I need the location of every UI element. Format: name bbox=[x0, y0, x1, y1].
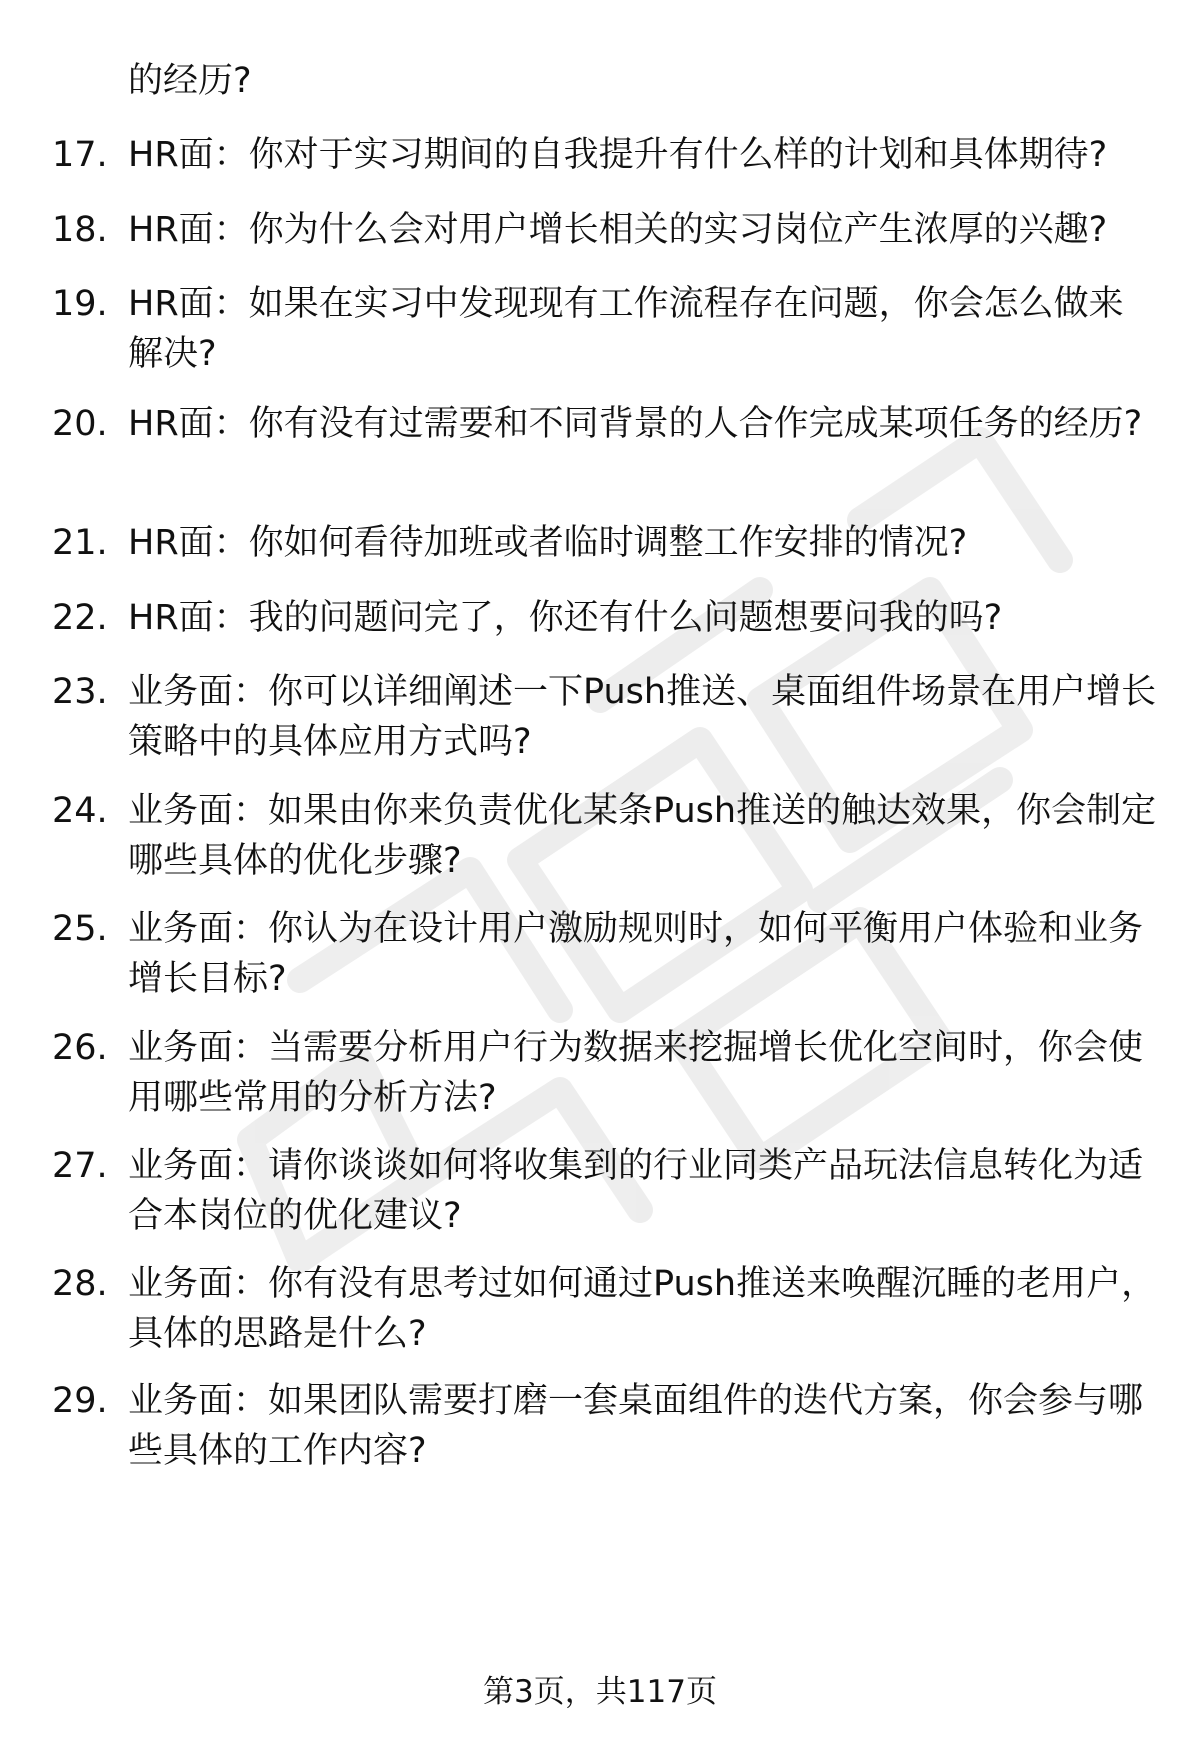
item-number: 27. bbox=[52, 1146, 108, 1186]
item-number: 25. bbox=[52, 909, 108, 949]
item-number: 18. bbox=[52, 210, 108, 250]
item-text: 业务面：当需要分析用户行为数据来挖掘增长优化空间时，你会使用哪些常用的分析方法? bbox=[128, 1028, 1144, 1118]
item-number: 21. bbox=[52, 523, 108, 563]
item-text: HR面：如果在实习中发现现有工作流程存在问题，你会怎么做来解决? bbox=[128, 284, 1124, 374]
item-text: 业务面：你有没有思考过如何通过Push推送来唤醒沉睡的老用户，具体的思路是什么? bbox=[128, 1264, 1157, 1354]
item-text: 业务面：你认为在设计用户激励规则时，如何平衡用户体验和业务增长目标? bbox=[128, 909, 1144, 999]
item-text: 业务面：你可以详细阐述一下Push推送、桌面组件场景在用户增长策略中的具体应用方式吗? bbox=[128, 672, 1157, 762]
continuation-text: 的经历? bbox=[128, 61, 252, 101]
item-text: HR面：你为什么会对用户增长相关的实习岗位产生浓厚的兴趣? bbox=[128, 210, 1108, 250]
item-number: 24. bbox=[52, 791, 108, 831]
item-text: HR面：你如何看待加班或者临时调整工作安排的情况? bbox=[128, 523, 968, 563]
item-text: 业务面：请你谈谈如何将收集到的行业同类产品玩法信息转化为适合本岗位的优化建议? bbox=[128, 1146, 1144, 1236]
item-number: 17. bbox=[52, 135, 108, 175]
item-number: 19. bbox=[52, 284, 108, 324]
item-text: 业务面：如果团队需要打磨一套桌面组件的迭代方案，你会参与哪些具体的工作内容? bbox=[128, 1381, 1144, 1471]
item-number: 23. bbox=[52, 672, 108, 712]
item-number: 22. bbox=[52, 598, 108, 638]
item-number: 29. bbox=[52, 1381, 108, 1421]
item-text: HR面：你对于实习期间的自我提升有什么样的计划和具体期待? bbox=[128, 135, 1108, 175]
item-number: 26. bbox=[52, 1028, 108, 1068]
item-text: 业务面：如果由你来负责优化某条Push推送的触达效果，你会制定哪些具体的优化步骤? bbox=[128, 791, 1157, 881]
page-footer: 第3页，共117页 bbox=[483, 1674, 717, 1710]
item-text: HR面：你有没有过需要和不同背景的人合作完成某项任务的经历? bbox=[128, 404, 1143, 444]
item-number: 20. bbox=[52, 404, 108, 444]
item-text: HR面：我的问题问完了，你还有什么问题想要问我的吗? bbox=[128, 598, 1003, 638]
item-number: 28. bbox=[52, 1264, 108, 1304]
